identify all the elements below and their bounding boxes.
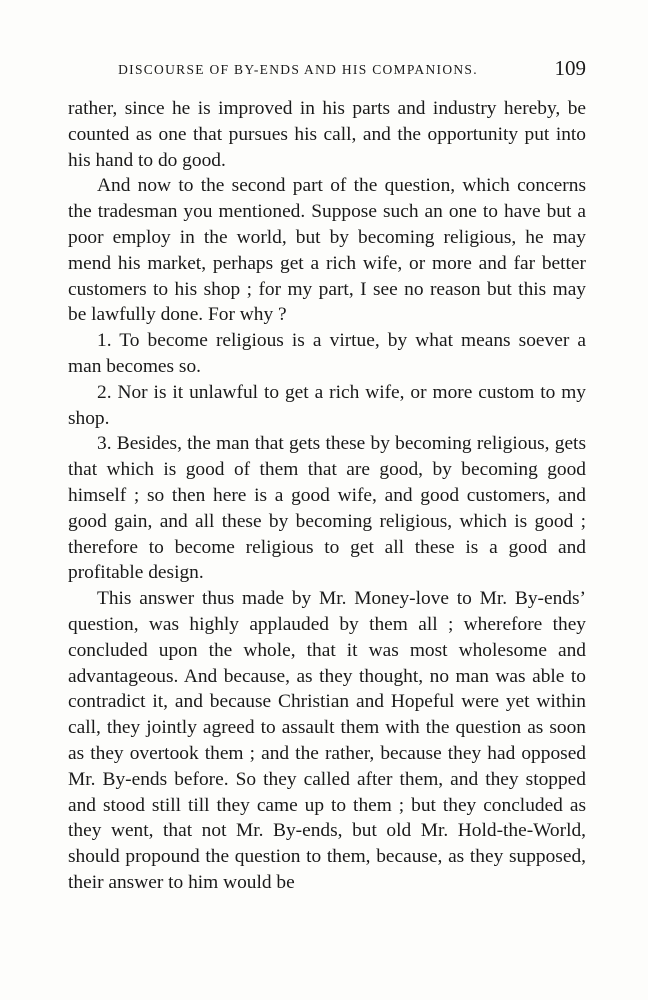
paragraph-answer: This answer thus made by Mr. Money-love to Mr. By-ends’ question, was highly applauded by them all ; wherefore they concluded upon the whole, that it was most wholesome and advantageous. And because, as they thought, no man was able to contradict it, and because Christian and Hopeful were yet within call, they jointly agreed to assault them with the question as soon as they overtook them ; and the rather, because they had opposed Mr. By-ends before. So they called after them, and they stopped and stood still till they came up to them ; but they concluded as they went, that not Mr. By-ends, but old Mr. Hold-the-World, should propound the question to them, because, as they supposed, their answer to him would be	[68, 588, 586, 893]
paragraph-continuation: rather, since he is improved in his parts and industry hereby, be counted as one that pursues his call, and the opportunity put into his hand to do good.	[68, 98, 586, 171]
body-text	[68, 96, 586, 896]
paragraph-point-1: 1. To become religious is a virtue, by what means soever a man becomes so.	[68, 330, 586, 377]
running-title: DISCOURSE OF BY-ENDS AND HIS COMPANIONS.	[118, 62, 478, 77]
page-number: 109	[554, 56, 586, 80]
paragraph-point-3: 3. Besides, the man that gets these by becoming religious, gets that which is good of them that are good, by becoming good himself ; so then here is a good wife, and good customers, and good gain, and all these by becoming religious, which is good ; therefore to become religious to get all these is a good and profitable design.	[68, 433, 586, 584]
running-head	[68, 56, 586, 86]
paragraph-second-part: And now to the second part of the question, which concerns the tradesman you mentioned. Suppose such an one to have but a poor employ in the world, but by becoming religious, he may mend his market, perhaps get a rich wife, or more and far better customers to his shop ; for my part, I see no reason but this may be lawfully done. For why ?	[68, 175, 586, 326]
paragraph-point-2: 2. Nor is it unlawful to get a rich wife, or more custom to my shop.	[68, 381, 586, 429]
